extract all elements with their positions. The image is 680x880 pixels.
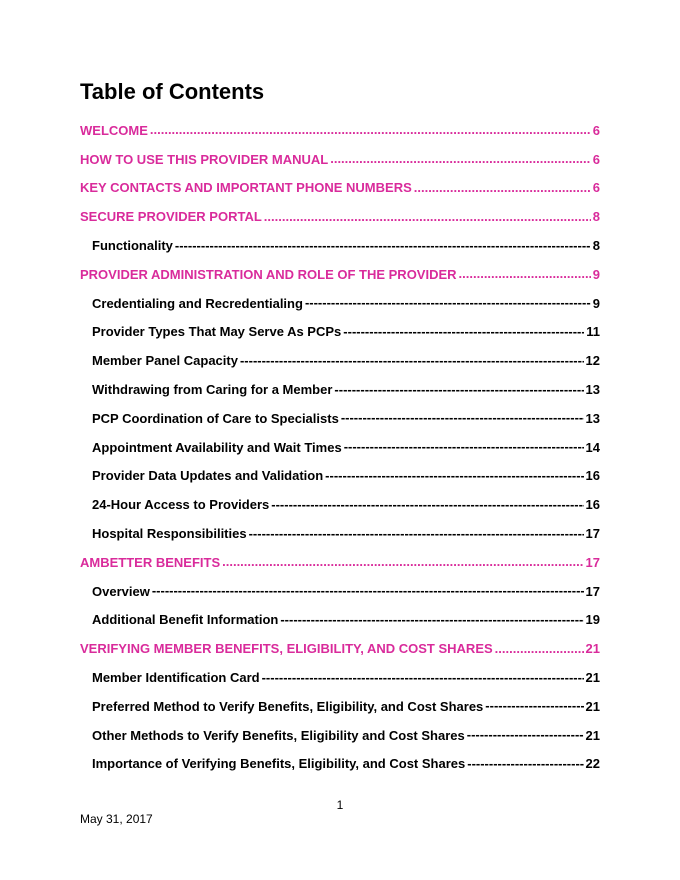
toc-entry-label: Hospital Responsibilities — [92, 526, 247, 542]
toc-entry-page: 13 — [585, 410, 600, 426]
toc-entry-page: 6 — [592, 151, 600, 167]
toc-subsection-entry[interactable] — [80, 462, 600, 491]
toc-section-entry[interactable] — [80, 145, 600, 174]
toc-leader — [262, 670, 584, 686]
toc-leader — [240, 353, 584, 369]
toc-entry-page: 21 — [585, 698, 600, 714]
toc-subsection-entry[interactable] — [80, 606, 600, 635]
toc-entry-page: 16 — [585, 468, 600, 484]
toc-entry-label: Other Methods to Verify Benefits, Eligibility and Cost Shares — [92, 727, 465, 743]
toc-leader — [495, 641, 584, 657]
toc-section-entry[interactable] — [80, 202, 600, 231]
toc-leader — [271, 497, 583, 513]
toc-subsection-entry[interactable] — [80, 404, 600, 433]
toc-entry-label: PROVIDER ADMINISTRATION AND ROLE OF THE PROVIDER — [80, 266, 457, 282]
toc-subsection-entry[interactable] — [80, 289, 600, 318]
toc-leader — [150, 122, 591, 138]
toc-entry-label: Member Panel Capacity — [92, 353, 238, 369]
toc-entry-page: 13 — [585, 382, 600, 398]
toc-entry-page: 9 — [592, 266, 600, 282]
toc-entry-label: PCP Coordination of Care to Specialists — [92, 410, 339, 426]
toc-entry-page: 17 — [585, 583, 600, 599]
toc-entry-label: WELCOME — [80, 122, 148, 138]
toc-entry-page: 17 — [585, 526, 600, 542]
toc-entry-page: 14 — [585, 439, 600, 455]
toc-entry-page: 21 — [585, 670, 600, 686]
toc-leader — [467, 756, 583, 772]
toc-subsection-entry[interactable] — [80, 231, 600, 260]
toc-entry-page: 12 — [585, 353, 600, 369]
toc-section-entry[interactable] — [80, 634, 600, 663]
toc-section-entry[interactable] — [80, 548, 600, 577]
toc-leader — [330, 151, 591, 167]
table-of-contents — [80, 116, 600, 778]
toc-leader — [467, 727, 584, 743]
toc-entry-page: 6 — [592, 122, 600, 138]
toc-leader — [264, 209, 591, 225]
toc-leader — [485, 698, 583, 714]
toc-entry-page: 21 — [585, 641, 600, 657]
toc-leader — [459, 266, 591, 282]
toc-entry-page: 9 — [592, 295, 600, 311]
toc-subsection-entry[interactable] — [80, 721, 600, 750]
toc-subsection-entry[interactable] — [80, 490, 600, 519]
toc-leader — [343, 324, 584, 340]
toc-leader — [249, 526, 584, 542]
toc-entry-label: Credentialing and Recredentialing — [92, 295, 303, 311]
toc-entry-label: AMBETTER BENEFITS — [80, 554, 221, 570]
toc-subsection-entry[interactable] — [80, 318, 600, 347]
toc-entry-label: KEY CONTACTS AND IMPORTANT PHONE NUMBERS — [80, 180, 412, 196]
toc-entry-label: Importance of Verifying Benefits, Eligibility, and Cost Shares — [92, 756, 466, 772]
toc-entry-page: 21 — [585, 727, 600, 743]
toc-entry-page: 11 — [586, 324, 600, 340]
toc-subsection-entry[interactable] — [80, 692, 600, 721]
toc-subsection-entry[interactable] — [80, 346, 600, 375]
toc-entry-label: Additional Benefit Information — [92, 612, 279, 628]
toc-section-entry[interactable] — [80, 260, 600, 289]
toc-entry-page: 16 — [585, 497, 600, 513]
toc-entry-label: SECURE PROVIDER PORTAL — [80, 209, 262, 225]
toc-entry-page: 17 — [585, 554, 600, 570]
toc-leader — [414, 180, 591, 196]
toc-leader — [222, 554, 583, 570]
toc-entry-page: 22 — [585, 756, 600, 772]
toc-leader — [341, 410, 584, 426]
toc-leader — [344, 439, 584, 455]
toc-subsection-entry[interactable] — [80, 375, 600, 404]
toc-entry-label: VERIFYING MEMBER BENEFITS, ELIGIBILITY, AND COST SHARES — [80, 641, 493, 657]
page-title: Table of Contents — [80, 79, 265, 104]
toc-entry-label: Appointment Availability and Wait Times — [92, 439, 342, 455]
toc-section-entry[interactable] — [80, 174, 600, 203]
toc-entry-label: Overview — [92, 583, 150, 599]
toc-subsection-entry[interactable] — [80, 519, 600, 548]
toc-entry-page: 6 — [592, 180, 600, 196]
toc-entry-label: Provider Types That May Serve As PCPs — [92, 324, 342, 340]
toc-entry-label: Member Identification Card — [92, 670, 260, 686]
toc-leader — [280, 612, 583, 628]
toc-leader — [152, 583, 584, 599]
toc-leader — [325, 468, 583, 484]
toc-subsection-entry[interactable] — [80, 750, 600, 779]
toc-entry-label: Functionality — [92, 238, 173, 254]
toc-leader — [334, 382, 583, 398]
toc-entry-page: 19 — [585, 612, 600, 628]
toc-leader — [305, 295, 591, 311]
page-number: 1 — [336, 798, 344, 812]
footer-date: May 31, 2017 — [80, 812, 153, 826]
toc-entry-page: 8 — [592, 238, 600, 254]
toc-subsection-entry[interactable] — [80, 577, 600, 606]
toc-leader — [175, 238, 591, 254]
toc-entry-label: Withdrawing from Caring for a Member — [92, 382, 333, 398]
toc-entry-page: 8 — [592, 209, 600, 225]
toc-entry-label: HOW TO USE THIS PROVIDER MANUAL — [80, 151, 329, 167]
toc-entry-label: Provider Data Updates and Validation — [92, 468, 324, 484]
toc-subsection-entry[interactable] — [80, 433, 600, 462]
toc-section-entry[interactable] — [80, 116, 600, 145]
toc-subsection-entry[interactable] — [80, 663, 600, 692]
toc-entry-label: 24-Hour Access to Providers — [92, 497, 270, 513]
toc-entry-label: Preferred Method to Verify Benefits, Eligibility, and Cost Shares — [92, 698, 484, 714]
